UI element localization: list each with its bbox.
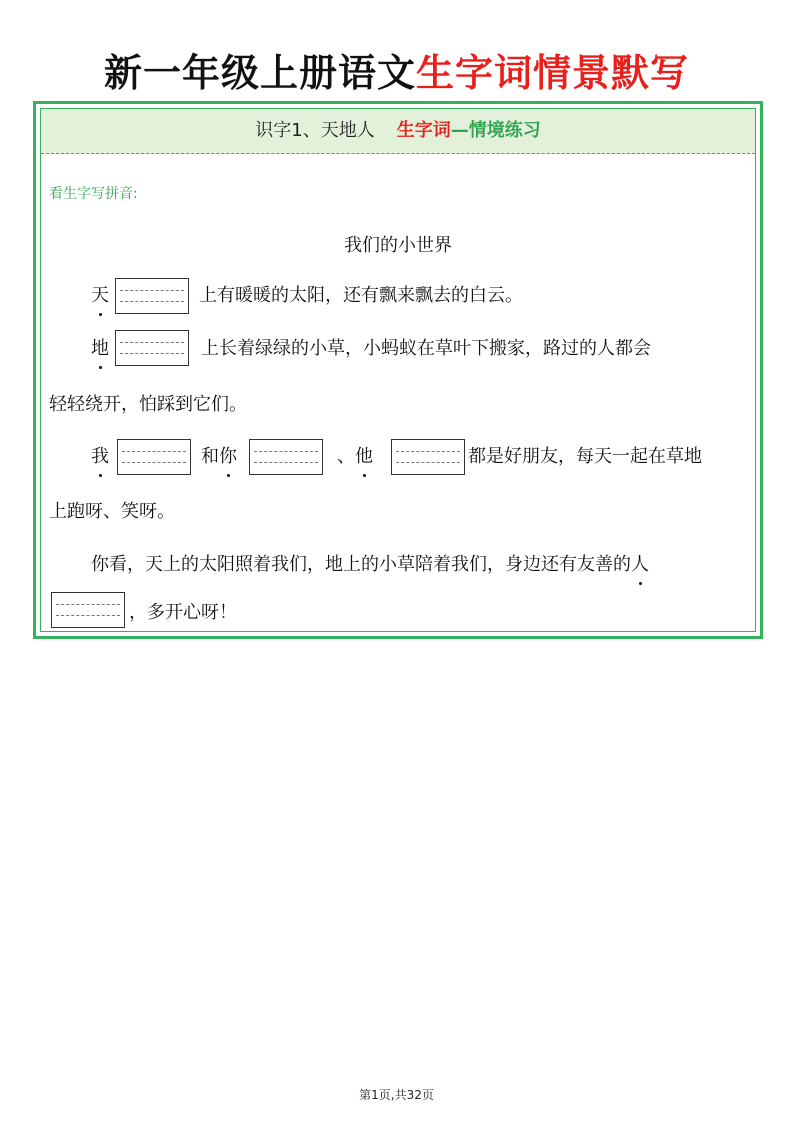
pinyin-box-ta[interactable]	[391, 439, 465, 475]
story-title: 我们的小世界	[344, 235, 452, 256]
lesson-header	[41, 109, 755, 154]
target-char-di: 地	[91, 335, 109, 363]
target-char-ta: 他	[355, 443, 373, 471]
lesson-title: 识字1、天地人	[255, 120, 375, 141]
story-line-1-char	[91, 282, 109, 310]
story-line-2-char	[91, 335, 109, 363]
story-line-4-part	[201, 443, 237, 471]
page-number: 第1页,共32页	[359, 1088, 434, 1102]
story-line-3-text: 轻轻绕开，怕踩到它们。	[49, 394, 247, 415]
lesson-tag-red: 生字词	[396, 120, 451, 141]
instruction-label: 看生字写拼音:	[49, 186, 138, 202]
page-title-black: 新一年级上册语文	[103, 51, 416, 95]
exercise-frame	[33, 101, 763, 639]
target-char-ren: 人	[631, 551, 649, 579]
story-line-6-text: 你看，天上的太阳照着我们，地上的小草陪着我们，身边还有友善的	[91, 554, 631, 575]
story-line-4-text-he: 和	[201, 446, 219, 467]
exercise-frame-inner	[40, 108, 756, 632]
pinyin-box-ren[interactable]	[51, 592, 125, 628]
story-line-4-text: 都是好朋友，每天一起在草地	[468, 446, 702, 467]
pinyin-box-tian[interactable]	[115, 278, 189, 314]
page-title-red: 生字词情景默写	[416, 51, 690, 95]
story-line-2-text: 上长着绿绿的小草，小蚂蚁在草叶下搬家，路过的人都会	[201, 338, 651, 359]
page-title	[0, 46, 793, 100]
pinyin-box-wo[interactable]	[117, 439, 191, 475]
story-line-1-text: 上有暖暖的太阳，还有飘来飘去的白云。	[199, 285, 523, 306]
story-line-6	[91, 551, 649, 579]
story-line-5-text: 上跑呀、笑呀。	[49, 501, 175, 522]
pinyin-box-di[interactable]	[115, 330, 189, 366]
target-char-tian: 天	[91, 282, 109, 310]
target-char-ni: 你	[219, 443, 237, 471]
pinyin-box-ni[interactable]	[249, 439, 323, 475]
story-line-4-part-2	[337, 443, 373, 471]
story-line-7-text: ，多开心呀！	[129, 602, 237, 623]
lesson-tag-green: —情境练习	[450, 120, 541, 141]
target-char-wo: 我	[91, 443, 109, 471]
story-line-4-char-wo	[91, 443, 109, 471]
story-line-4-text-dun: 、	[337, 446, 355, 467]
